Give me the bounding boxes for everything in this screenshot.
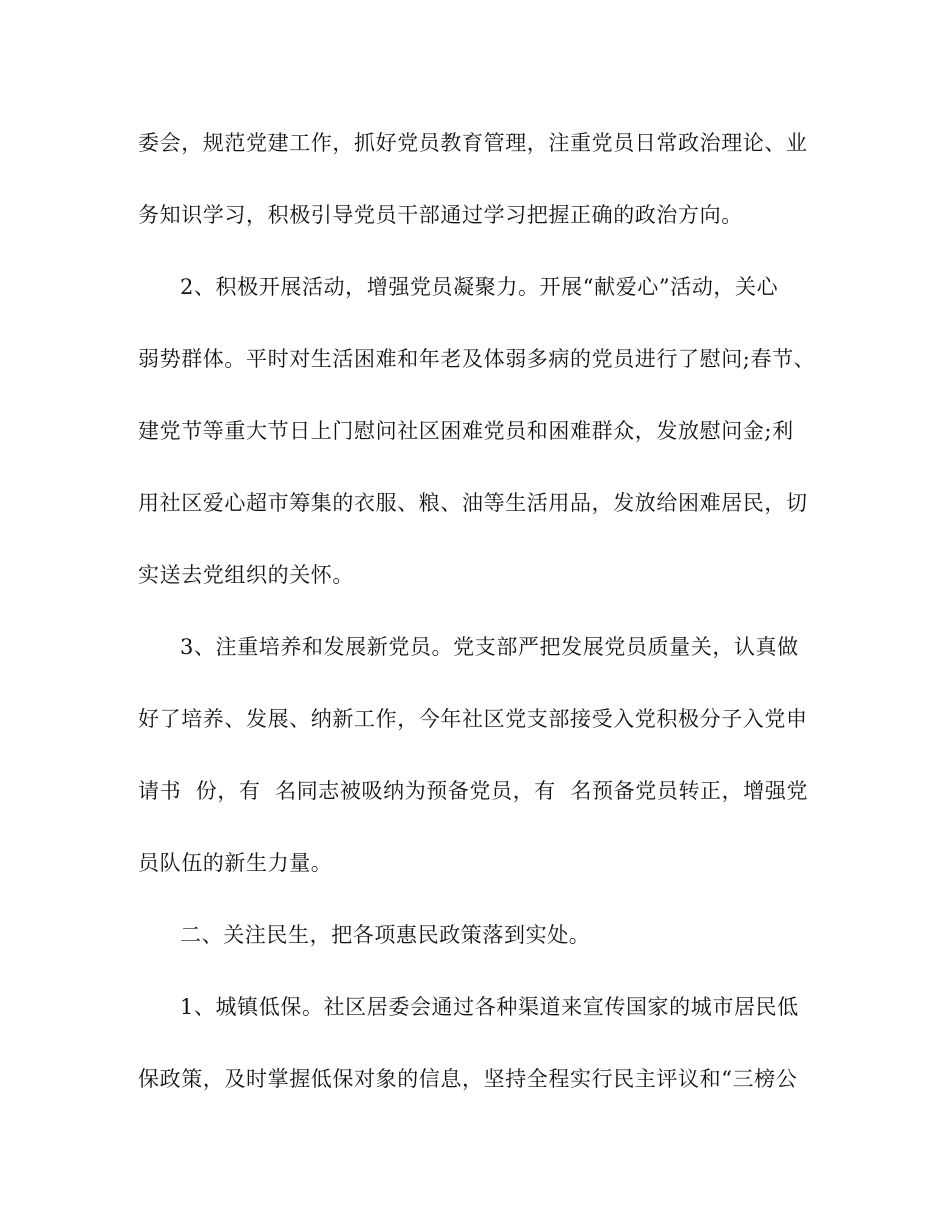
paragraph-line: 3、注重培养和发展新党员。党支部严把发展党员质量关，认真做 [180, 635, 799, 659]
paragraph-line: 好了培养、发展、纳新工作，今年社区党支部接受入党积极分子入党申 [138, 707, 808, 731]
paragraph-line: 务知识学习，积极引导党员干部通过学习把握正确的政治方向。 [138, 203, 743, 227]
section-heading: 二、关注民生，把各项惠民政策落到实处。 [180, 923, 591, 947]
paragraph-line: 员队伍的新生力量。 [138, 851, 333, 875]
paragraph-line: 保政策，及时掌握低保对象的信息，坚持全程实行民主评议和“三榜公 [138, 1067, 798, 1091]
paragraph-line: 实送去党组织的关怀。 [138, 563, 354, 587]
paragraph-line: 1、城镇低保。社区居委会通过各种渠道来宣传国家的城市居民低 [180, 995, 799, 1019]
paragraph-line: 弱势群体。平时对生活困难和年老及体弱多病的党员进行了慰问;春节、 [138, 347, 816, 371]
paragraph-line: 用社区爱心超市筹集的衣服、粮、油等生活用品，发放给困难居民，切 [138, 491, 808, 515]
paragraph-line: 2、积极开展活动，增强党员凝聚力。开展“献爱心”活动，关心 [180, 275, 779, 299]
paragraph-line: 请书 份，有 名同志被吸纳为预备党员，有 名预备党员转正，增强党 [138, 779, 809, 803]
paragraph-line: 建党节等重大节日上门慰问社区困难党员和困难群众，发放慰问金;利 [138, 419, 794, 443]
paragraph-line: 委会，规范党建工作，抓好党员教育管理，注重党员日常政治理论、业 [138, 131, 808, 155]
